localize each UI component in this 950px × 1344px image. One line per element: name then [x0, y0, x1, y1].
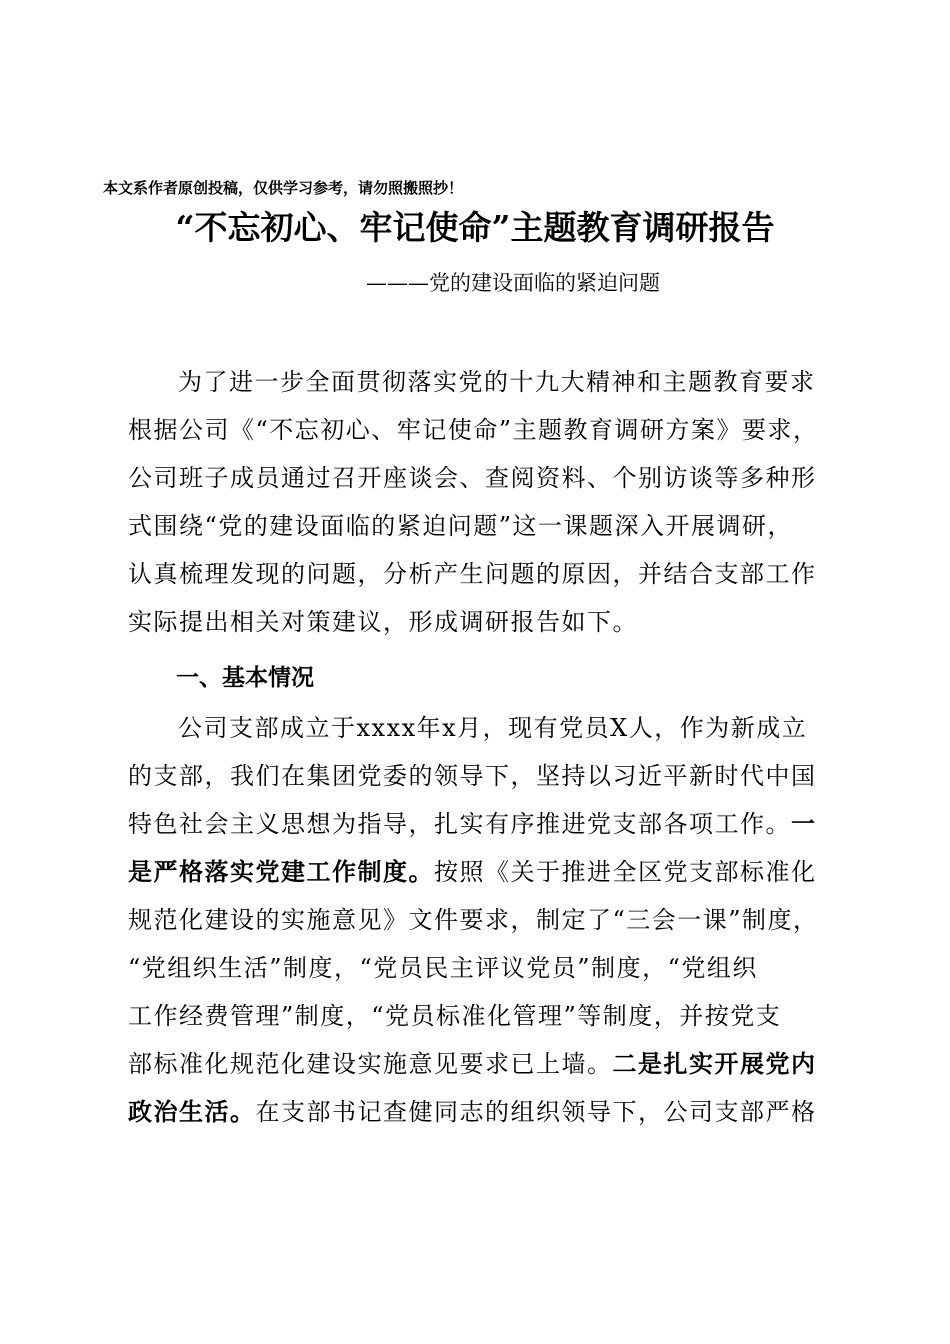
paragraph-line: 部标准化规范化建设实施意见要求已上墙。二是扎实开展党内 — [128, 1050, 817, 1078]
paragraph-line: 为了进一步全面贯彻落实党的十九大精神和主题教育要求 — [178, 368, 816, 396]
author-notice: 本文系作者原创投稿，仅供学习参考，请勿照搬照抄！ — [103, 179, 464, 197]
paragraph-line: 是严格落实党建工作制度。按照《关于推进全区党支部标准化 — [128, 858, 817, 886]
paragraph-line: 根据公司《“不忘初心、牢记使命”主题教育调研方案》要求， — [128, 416, 819, 444]
bold-phrase: 是严格落实党建工作制度。 — [128, 858, 434, 886]
paragraph-line: “党组织生活”制度，“党员民主评议党员”制度，“党组织 — [128, 954, 758, 982]
bold-phrase: 政治生活。 — [128, 1098, 256, 1126]
paragraph-line: 公司班子成员通过召开座谈会、查阅资料、个别访谈等多种形 — [128, 464, 817, 492]
paragraph-line: 特色社会主义思想为指导，扎实有序推进党支部各项工作。一 — [128, 810, 817, 838]
paragraph-line: 工作经费管理”制度，“党员标准化管理”等制度，并按党支 — [128, 1002, 782, 1030]
bold-phrase: 一 — [791, 810, 817, 838]
bold-phrase: 二是扎实开展党内 — [612, 1050, 817, 1078]
paragraph-line: 政治生活。在支部书记查健同志的组织领导下，公司支部严格 — [128, 1098, 817, 1126]
paragraph-line: 式围绕“党的建设面临的紧迫问题”这一课题深入开展调研， — [128, 512, 794, 540]
paragraph-line: 规范化建设的实施意见》文件要求，制定了“三会一课”制度， — [128, 906, 819, 934]
document-title: “不忘初心、牢记使命”主题教育调研报告 — [175, 208, 775, 247]
paragraph-line: 实际提出相关对策建议，形成调研报告如下。 — [128, 608, 638, 636]
intro-paragraph — [128, 358, 836, 648]
paragraph-line: 公司支部成立于xxxx年x月，现有党员X人，作为新成立 — [178, 714, 808, 742]
section-heading-basic-situation: 一、基本情况 — [176, 665, 314, 691]
document-subtitle: ———党的建设面临的紧迫问题 — [366, 271, 660, 295]
paragraph-line: 认真梳理发现的问题，分析产生问题的原因，并结合支部工作 — [128, 560, 817, 588]
basic-situation-paragraph — [128, 704, 836, 1154]
paragraph-line: 的支部，我们在集团党委的领导下，坚持以习近平新时代中国 — [128, 762, 817, 790]
